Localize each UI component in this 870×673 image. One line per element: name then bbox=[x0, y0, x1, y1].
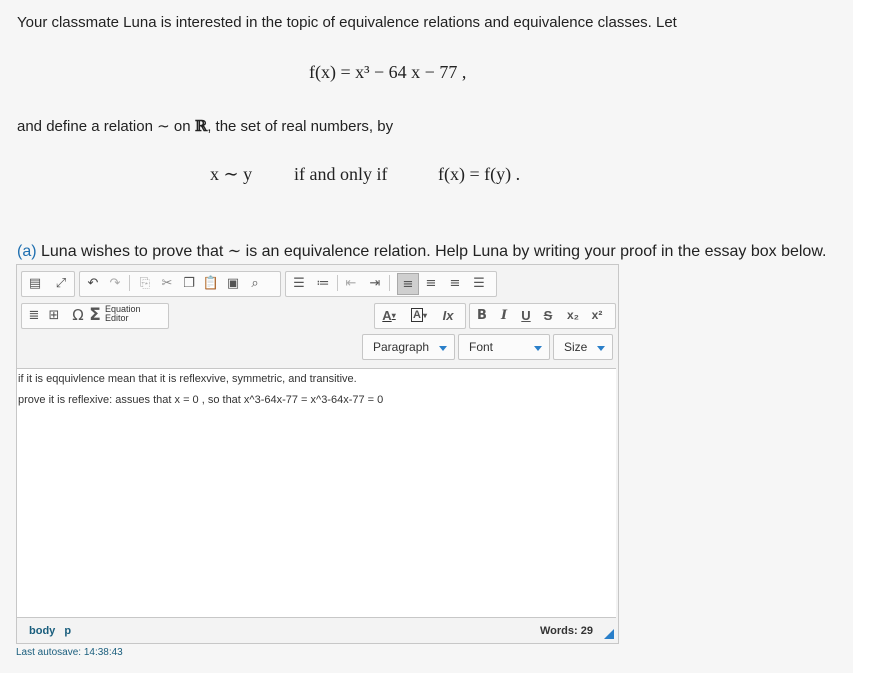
toolbar-separator bbox=[129, 275, 130, 291]
relation-symbol: ∼ bbox=[157, 118, 170, 135]
align-center-icon[interactable]: ≡ bbox=[425, 275, 437, 291]
special-character-icon[interactable]: Ω bbox=[72, 306, 84, 324]
part-a-label: (a) bbox=[17, 243, 37, 260]
superscript-button[interactable]: x² bbox=[591, 308, 603, 322]
paragraph-format-select[interactable] bbox=[362, 334, 455, 360]
element-path[interactable]: body p bbox=[29, 625, 72, 637]
bulleted-list-icon[interactable]: ≔ bbox=[316, 275, 330, 291]
numbered-list-icon[interactable]: ☰ bbox=[293, 275, 305, 291]
chevron-down-icon bbox=[597, 346, 605, 351]
copy-icon[interactable]: ❐ bbox=[183, 275, 195, 291]
chevron-down-icon bbox=[534, 346, 542, 351]
find-icon[interactable]: ⌕ bbox=[251, 275, 259, 291]
font-value: Font bbox=[469, 340, 494, 354]
remove-format-button[interactable] bbox=[437, 305, 459, 325]
essay-content-area[interactable] bbox=[17, 368, 616, 618]
copy-formatting-icon[interactable]: ⎘ bbox=[139, 275, 151, 291]
align-right-icon[interactable]: ≡ bbox=[449, 275, 461, 291]
table-icon[interactable]: ⊞ bbox=[48, 307, 60, 323]
paragraph-format-value: Paragraph bbox=[373, 340, 430, 354]
undo-icon[interactable]: ↶ bbox=[87, 275, 99, 291]
resize-handle-icon[interactable] bbox=[604, 629, 614, 639]
word-count: Words: 29 bbox=[540, 625, 593, 637]
autosave-status: Last autosave: 14:38:43 bbox=[16, 647, 123, 658]
font-color-label: A bbox=[382, 307, 392, 323]
essay-line: if it is eqquivlence mean that it is reflexvive, symmetric, and transitive. bbox=[18, 373, 357, 385]
equation-editor-label: Editor bbox=[105, 313, 129, 323]
editor-status-bar bbox=[17, 617, 618, 643]
bg-color-label: A bbox=[413, 309, 421, 321]
subscript-button[interactable]: x₂ bbox=[566, 308, 579, 322]
equation-editor-icon[interactable]: Σ bbox=[89, 305, 101, 325]
background-color-button[interactable]: A ▾ bbox=[413, 309, 427, 321]
chevron-down-icon bbox=[439, 346, 447, 351]
relation-definition bbox=[17, 117, 393, 135]
outdent-icon[interactable]: ⇤ bbox=[345, 275, 357, 291]
paste-icon[interactable]: 📋 bbox=[202, 275, 220, 291]
maximize-icon[interactable]: ⤢ bbox=[55, 275, 67, 291]
relation-rhs: f(x) = f(y) . bbox=[438, 164, 521, 184]
align-left-icon[interactable]: ≡ bbox=[397, 273, 419, 295]
remove-format-label: Ix bbox=[442, 307, 454, 323]
paste-text-icon[interactable]: ▣ bbox=[226, 275, 240, 291]
function-definition bbox=[309, 62, 466, 83]
definition-text-middle: on bbox=[169, 118, 195, 135]
strikethrough-button[interactable]: S bbox=[543, 307, 553, 323]
italic-button[interactable]: I bbox=[500, 307, 508, 323]
cut-icon[interactable]: ✂ bbox=[161, 275, 173, 291]
toolbar-separator bbox=[337, 275, 338, 291]
essay-line: prove it is reflexive: assues that x = 0 , so that x^3-64x-77 = x^3-64x-77 = 0 bbox=[18, 394, 384, 406]
bold-button[interactable]: B bbox=[477, 307, 487, 323]
editor-toolbar-row-1 bbox=[17, 265, 618, 299]
toolbar-separator bbox=[389, 275, 390, 291]
source-icon[interactable]: ▤ bbox=[28, 275, 42, 291]
relation-lhs: x ∼ y bbox=[210, 164, 253, 184]
part-a-text-before: Luna wishes to prove that bbox=[36, 243, 228, 260]
intro-text: Your classmate Luna is interested in the topic of equivalence relations and equivalence classes. Let bbox=[17, 14, 677, 31]
essay-editor bbox=[16, 264, 619, 644]
reals-symbol: ℝ bbox=[194, 117, 208, 135]
font-color-button[interactable]: A ▾ bbox=[382, 307, 396, 323]
part-a-symbol: ∼ bbox=[227, 243, 242, 260]
underline-button[interactable]: U bbox=[521, 307, 531, 323]
redo-icon[interactable]: ↷ bbox=[109, 275, 121, 291]
part-a-prompt bbox=[17, 241, 826, 261]
definition-text-after: , the set of real numbers, by bbox=[207, 118, 394, 135]
function-definition-text: f(x) = x³ − 64 x − 77 , bbox=[309, 62, 467, 82]
equation-editor-label: Equation bbox=[105, 304, 141, 314]
size-select[interactable] bbox=[553, 334, 613, 360]
relation-iff: if and only if bbox=[294, 164, 388, 184]
size-value: Size bbox=[564, 340, 588, 354]
part-a-text-after: is an equivalence relation. Help Luna by writing your proof in the essay box below. bbox=[241, 243, 827, 260]
indent-icon[interactable]: ⇥ bbox=[369, 275, 381, 291]
horizontal-line-icon[interactable]: ≣ bbox=[28, 307, 40, 323]
equation-editor-button[interactable] bbox=[105, 305, 141, 323]
font-select[interactable] bbox=[458, 334, 550, 360]
definition-text-before: and define a relation bbox=[17, 118, 158, 135]
align-justify-icon[interactable]: ☰ bbox=[473, 275, 485, 291]
